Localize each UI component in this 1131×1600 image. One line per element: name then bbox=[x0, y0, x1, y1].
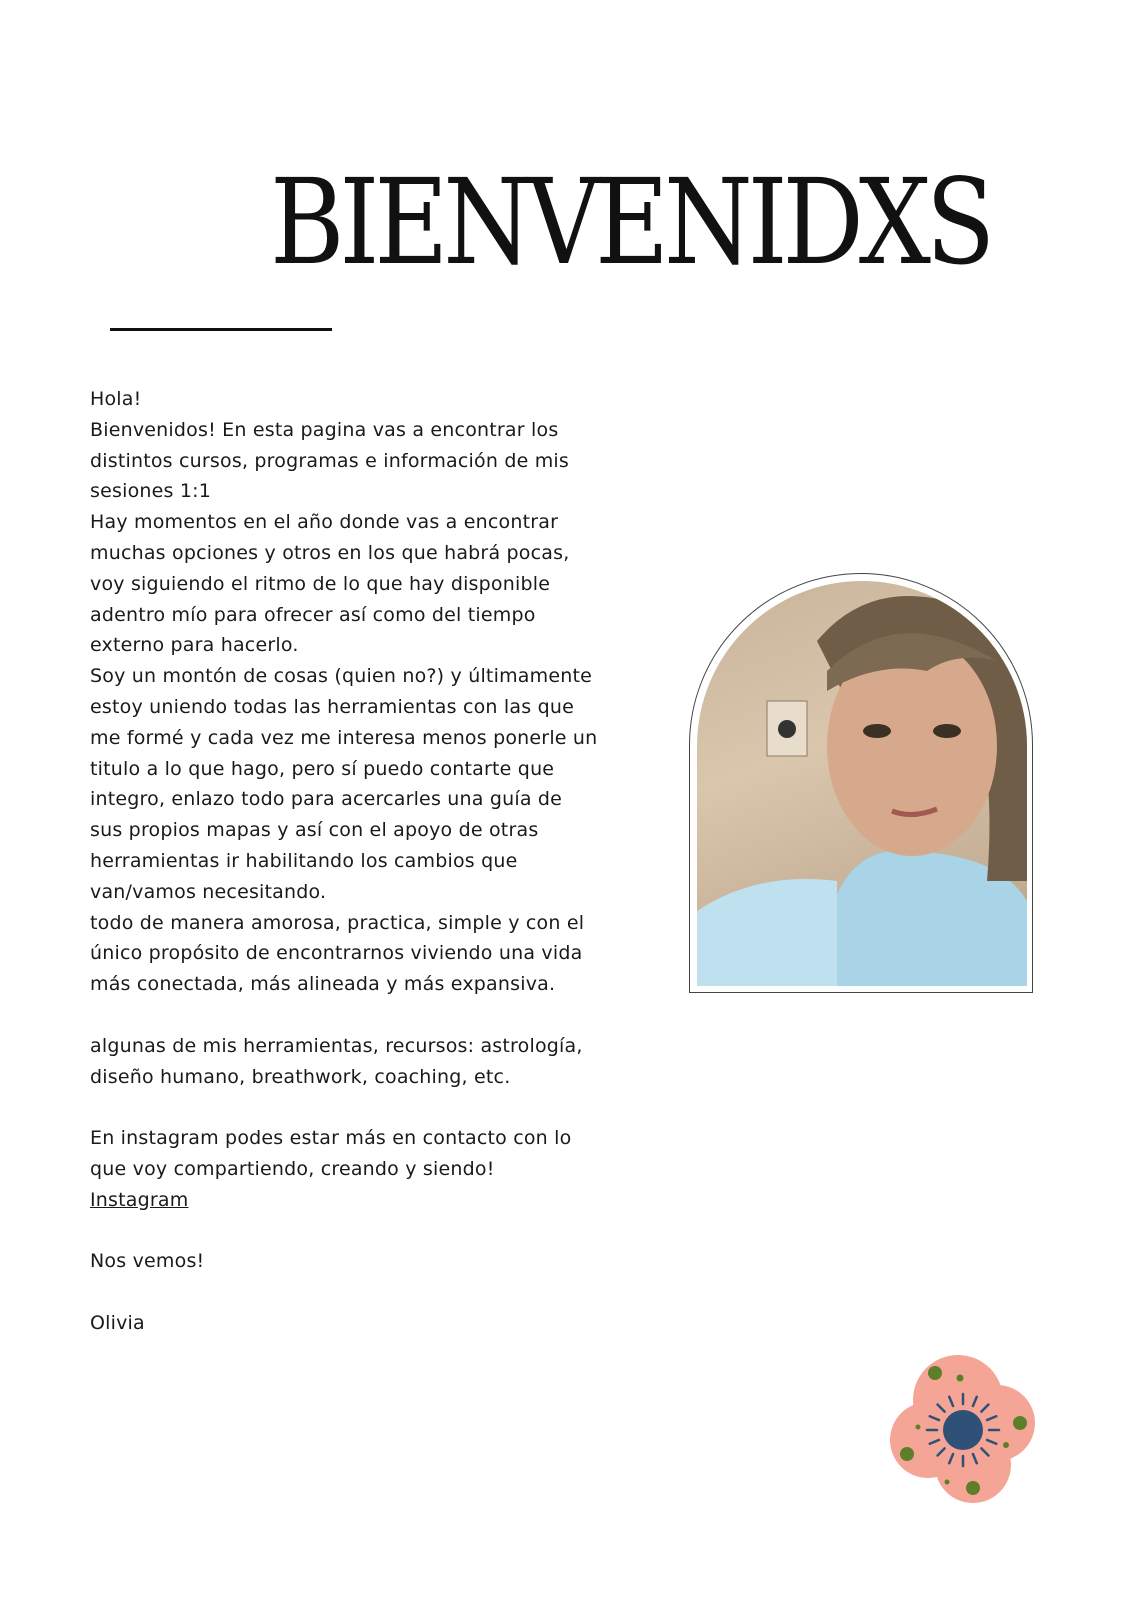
text-line: integro, enlazo todo para acercarles una guía de bbox=[90, 788, 563, 811]
text-line: más conectada, más alineada y más expansiva. bbox=[90, 973, 556, 996]
portrait-photo bbox=[697, 581, 1027, 986]
text-line: herramientas ir habilitando los cambios que bbox=[90, 849, 518, 872]
text-line: diseño humano, breathwork, coaching, etc. bbox=[90, 1065, 511, 1088]
text-line: En instagram podes estar más en contacto con lo bbox=[90, 1127, 572, 1150]
text-line: todo de manera amorosa, practica, simple y con el bbox=[90, 911, 585, 934]
text-line: estoy uniendo todas las herramientas con las que bbox=[90, 695, 574, 718]
text-line: van/vamos necesitando. bbox=[90, 880, 327, 903]
text-line: distintos cursos, programas e información de mis bbox=[90, 449, 570, 472]
flower-illustration bbox=[885, 1350, 1040, 1510]
text-line: externo para hacerlo. bbox=[90, 634, 299, 657]
text-line: sus propios mapas y así con el apoyo de otras bbox=[90, 819, 539, 842]
page-title: BIENVENIDXS bbox=[270, 153, 991, 292]
text-line: Bienvenidos! En esta pagina vas a encontrar los bbox=[90, 418, 559, 441]
welcome-text bbox=[90, 384, 650, 1339]
closing-text: Nos vemos! bbox=[90, 1250, 205, 1273]
text-line: muchas opciones y otros en los que habrá pocas, bbox=[90, 541, 570, 564]
text-line: algunas de mis herramientas, recursos: astrología, bbox=[90, 1034, 583, 1057]
text-line: que voy compartiendo, creando y siendo! bbox=[90, 1157, 495, 1180]
text-line: Soy un montón de cosas (quien no?) y últimamente bbox=[90, 665, 592, 688]
text-line: me formé y cada vez me interesa menos ponerle un bbox=[90, 726, 598, 749]
text-line: voy siguiendo el ritmo de lo que hay disponible bbox=[90, 572, 551, 595]
text-line: Hola! bbox=[90, 388, 142, 410]
blank-line bbox=[90, 1000, 650, 1031]
instagram-link[interactable]: Instagram bbox=[90, 1188, 189, 1211]
text-line: titulo a lo que hago, pero sí puedo contarte que bbox=[90, 757, 555, 780]
divider bbox=[110, 328, 332, 331]
text-line: único propósito de encontrarnos viviendo una vida bbox=[90, 942, 583, 965]
text-line: sesiones 1:1 bbox=[90, 480, 212, 503]
signature: Olivia bbox=[90, 1311, 145, 1334]
text-line: adentro mío para ofrecer así como del tiempo bbox=[90, 603, 536, 626]
text-line: Hay momentos en el año donde vas a encontrar bbox=[90, 511, 559, 534]
blank-line bbox=[90, 1092, 650, 1123]
